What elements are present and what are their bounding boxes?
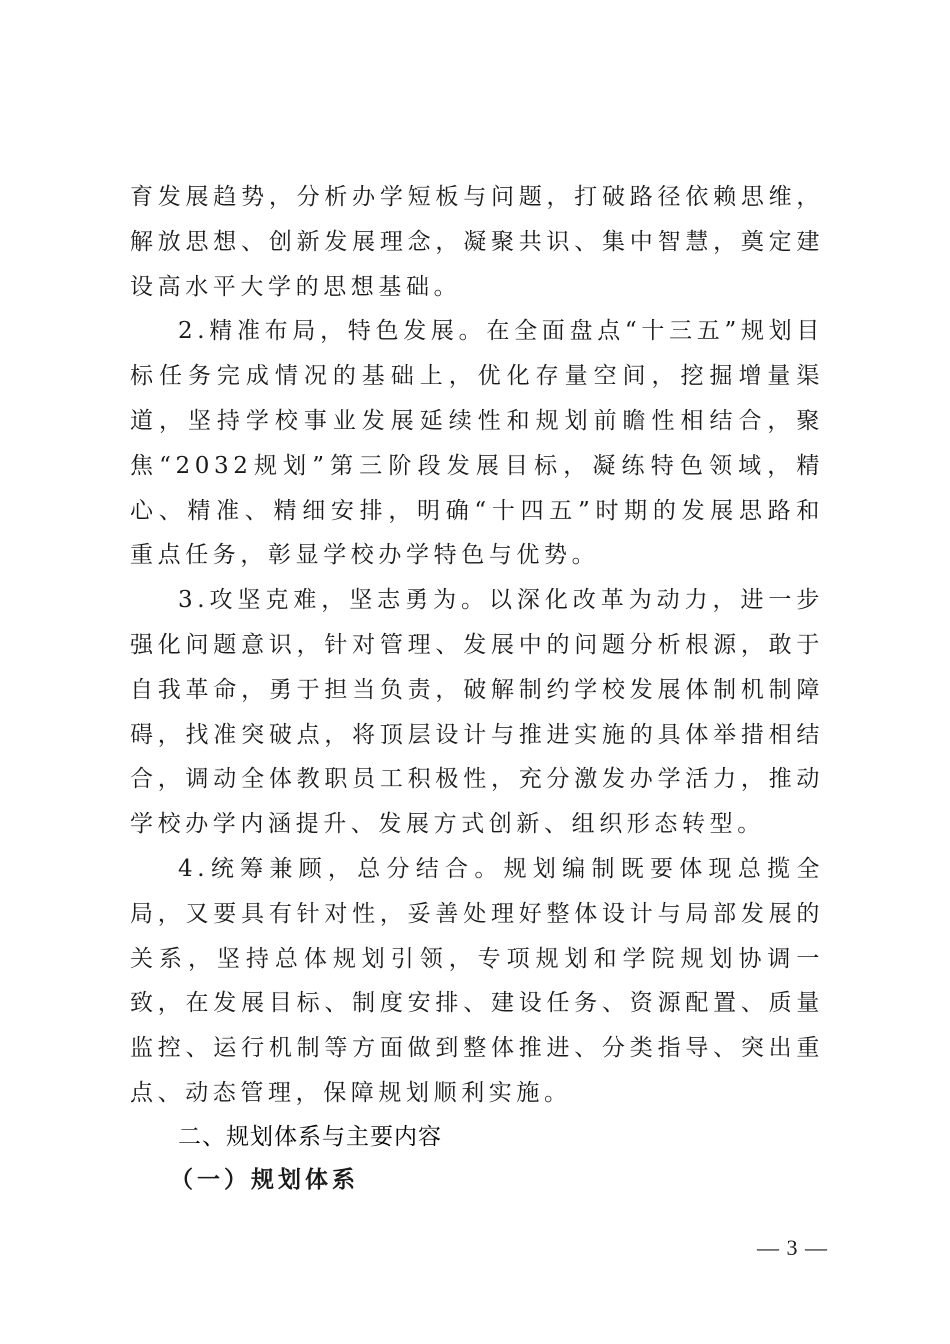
paragraph-overall-planning: 4.统筹兼顾，总分结合。规划编制既要体现总揽全局，又要具有针对性，妥善处理好整体设计与局部发展的关系，坚持总体规划引领，专项规划和学院规划协调一致，在发展目标、制度安排、建设任务、资源配置、质量监控、运行机制等方面做到整体推进、分类指导、突出重点、动态管理，保障规划顺利实施。: [130, 855, 824, 1106]
paragraph-precise-layout: 2.精准布局，特色发展。在全面盘点“十三五”规划目标任务完成情况的基础上，优化存量空间，挖掘增量渠道，坚持学校事业发展延续性和规划前瞻性相结合，聚焦“2032规划”第三阶段发展目标，凝练特色领域，精心、精准、精细安排，明确“十四五”时期的发展思路和重点任务，彰显学校办学特色与优势。: [130, 318, 824, 569]
document-body: [130, 175, 824, 1202]
page-number: — 3 —: [757, 1235, 828, 1260]
paragraph-tackle-difficulties: 3.攻坚克难，坚志勇为。以深化改革为动力，进一步强化问题意识，针对管理、发展中的问题分析根源，敢于自我革命，勇于担当负责，破解制约学校发展体制机制障碍，找准突破点，将顶层设计与推进实施的具体举措相结合，调动全体教职员工积极性，充分激发办学活力，推动学校办学内涵提升、发展方式创新、组织形态转型。: [130, 587, 824, 838]
paragraph-continued: 育发展趋势，分析办学短板与问题，打破路径依赖思维，解放思想、创新发展理念，凝聚共识、集中智慧，奠定建设高水平大学的思想基础。: [130, 184, 824, 300]
subsection-heading: （一）规划体系: [170, 1165, 359, 1193]
section-heading: 二、规划体系与主要内容: [178, 1123, 442, 1150]
